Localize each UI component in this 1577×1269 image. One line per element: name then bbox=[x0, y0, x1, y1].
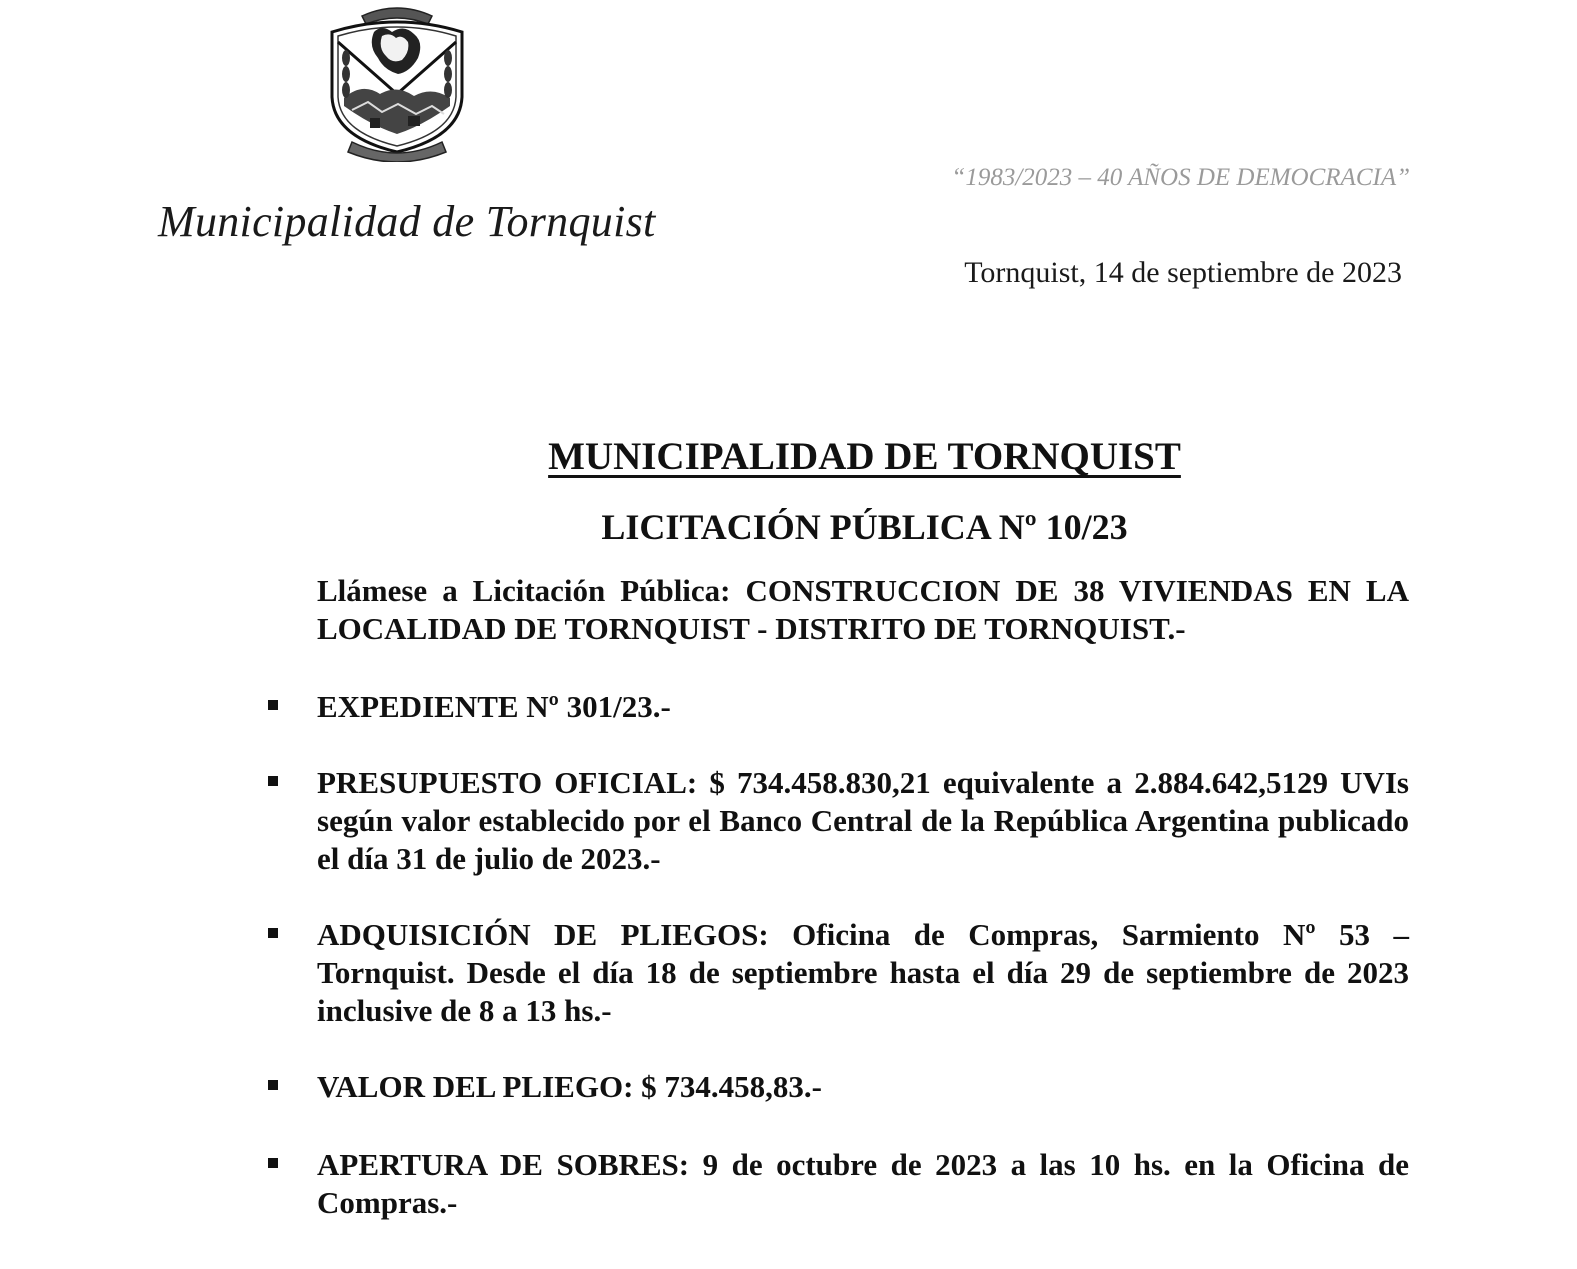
list-item: PRESUPUESTO OFICIAL: $ 734.458.830,21 equivalente a 2.884.642,5129 UVIs según valor establecido por el Banco Central de la República Argentina publicado el día 31 de julio de 2023.- bbox=[317, 765, 1409, 876]
list-item: EXPEDIENTE Nº 301/23.- bbox=[317, 689, 671, 724]
date-line: Tornquist, 14 de septiembre de 2023 bbox=[964, 256, 1402, 289]
square-bullet-icon bbox=[268, 1158, 278, 1168]
coat-of-arms-icon bbox=[322, 2, 472, 162]
list-item: APERTURA DE SOBRES: 9 de octubre de 2023 a las 10 hs. en la Oficina de Compras.- bbox=[317, 1147, 1409, 1220]
list-item: ADQUISICIÓN DE PLIEGOS: Oficina de Compras, Sarmiento Nº 53 – Tornquist. Desde el día 18 de septiembre hasta el día 29 de septiembre de 2023 inclusive de 8 a 13 hs.- bbox=[317, 917, 1409, 1028]
square-bullet-icon bbox=[268, 776, 278, 786]
square-bullet-icon bbox=[268, 928, 278, 938]
municipality-name: Municipalidad de Tornquist bbox=[158, 197, 656, 246]
document-subtitle bbox=[0, 506, 1577, 548]
document-title-text: MUNICIPALIDAD DE TORNQUIST bbox=[548, 435, 1181, 478]
document-subtitle-text: LICITACIÓN PÚBLICA Nº 10/23 bbox=[601, 507, 1128, 547]
list-item: VALOR DEL PLIEGO: $ 734.458,83.- bbox=[317, 1069, 822, 1104]
slogan-text: “1983/2023 – 40 AÑOS DE DEMOCRACIA” bbox=[951, 164, 1410, 191]
intro-paragraph: Llámese a Licitación Pública: CONSTRUCCION DE 38 VIVIENDAS EN LA LOCALIDAD DE TORNQUIST - DISTRITO DE TORNQUIST.- bbox=[317, 573, 1409, 646]
document-title bbox=[0, 434, 1577, 479]
square-bullet-icon bbox=[268, 1080, 278, 1090]
square-bullet-icon bbox=[268, 700, 278, 710]
